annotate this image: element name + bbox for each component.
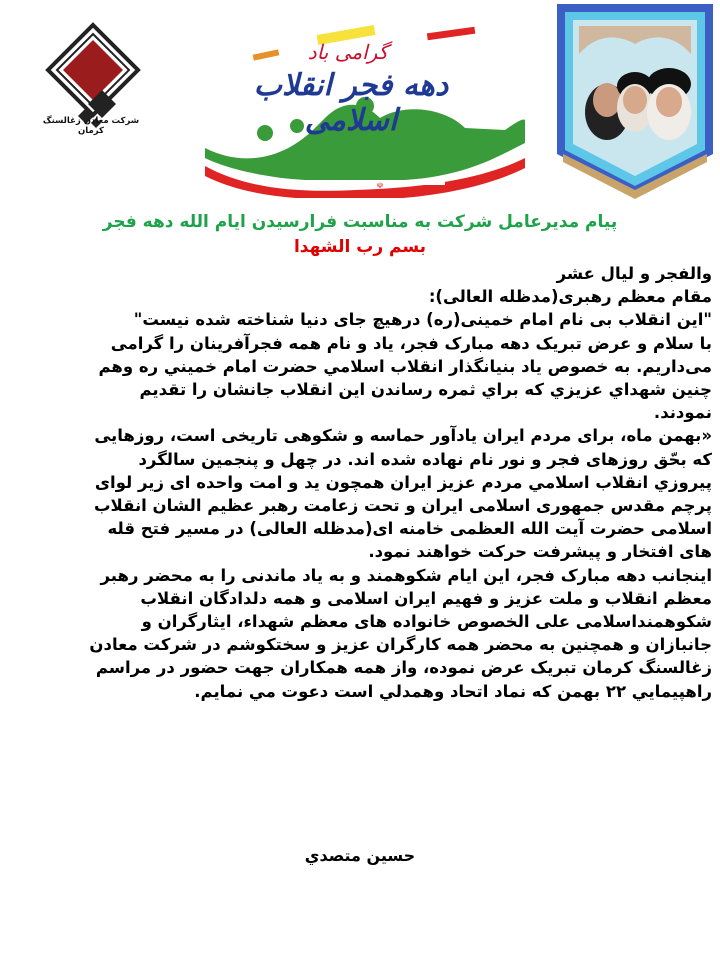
banner-title-text: دهه فجر انقلاب اسلامی bbox=[253, 68, 449, 138]
body-line: که بحّق روزهای فجر و نور نام نهاده شده اند. در چهل و پنجمین سالگرد bbox=[138, 449, 712, 469]
body-line: با سلام و عرض تبریک دهه مبارک فجر، یاد و نام همه فجرآفرینان را گرامی bbox=[110, 333, 712, 353]
body-line: شکوهمنداسلامی علی الخصوص خانواده های معظم شهداء، ایثارگران و bbox=[141, 612, 712, 632]
body-line: می‌داریم. به خصوص یاد بنیانگذار انقلاب اسلامي حضرت امام خميني ره وهم bbox=[98, 356, 712, 376]
banner-greeting-text: گرامی باد bbox=[307, 40, 389, 64]
body-line: نمودند. bbox=[653, 403, 712, 423]
signature: حسين متصدي bbox=[304, 846, 416, 865]
body-line: والفجر و لیال عشر bbox=[556, 264, 712, 283]
body-line: اسلامی حضرت آیت الله العظمی خامنه ای(مدظله العالی) در مسیر فتح قله bbox=[107, 519, 712, 539]
body-line: "این انقلاب بی نام امام خمینی(ره) درهیچ جای دنیا شناخته شده نیست" bbox=[133, 310, 712, 330]
body-line: زغالسنگ کرمان تبریک عرض نموده، واز همه همکاران جهت حضور در مراسم bbox=[95, 658, 712, 678]
page-subtitle: بسم رب الشهدا bbox=[293, 237, 427, 257]
body-line: های افتخار و پیشرفت حرکت خواهند نمود. bbox=[368, 542, 712, 562]
body-line: اینجانب دهه مبارک فجر، این ایام شکوهمند و به یاد ماندنی را به محضر رهبر bbox=[100, 565, 712, 585]
message-body bbox=[8, 262, 712, 703]
svg-text:☫: ☫ bbox=[376, 181, 384, 190]
body-line: راهپيمايي ۲۲ بهمن که نماد اتحاد وهمدلي است دعوت مي نمايم. bbox=[194, 681, 712, 701]
leaders-portrait-banner-icon bbox=[553, 4, 717, 199]
body-line: مقام معظم رهبری(مدظله العالی): bbox=[428, 287, 712, 307]
page-title: پیام مدیرعامل شرکت به مناسبت فرارسیدن ایام الله دهه فجر bbox=[102, 212, 618, 232]
body-line: پیروزي انقلاب اسلامي مردم عزيز ايران همچون يد و امت واحده ای زیر لوای bbox=[94, 472, 712, 492]
body-line: پرچم مقدس جمهوری اسلامی ایران و تحت زعامت رهبر عظیم الشان انقلاب bbox=[93, 496, 712, 516]
body-line: «بهمن ماه، برای مردم ایران یادآور حماسه و شکوهی تاریخی است، روزهایی bbox=[94, 426, 712, 446]
header bbox=[0, 0, 720, 205]
body-line: معظم انقلاب و ملت عزیز و فهیم ایران اسلامی و همه دلدادگان انقلاب bbox=[140, 588, 712, 608]
body-line: چنين شهداي عزيزي که براي ثمره رساندن اين انقلاب جانشان را تقديم bbox=[139, 380, 712, 400]
body-line: جانبازان و همچنین به محضر همه کارگران عزیز و سختکوشم در شرکت معادن bbox=[89, 635, 712, 655]
company-diamond-logo-icon bbox=[38, 20, 148, 130]
company-name-caption: شرکت معادن زغالسنگ کرمان bbox=[42, 116, 140, 136]
